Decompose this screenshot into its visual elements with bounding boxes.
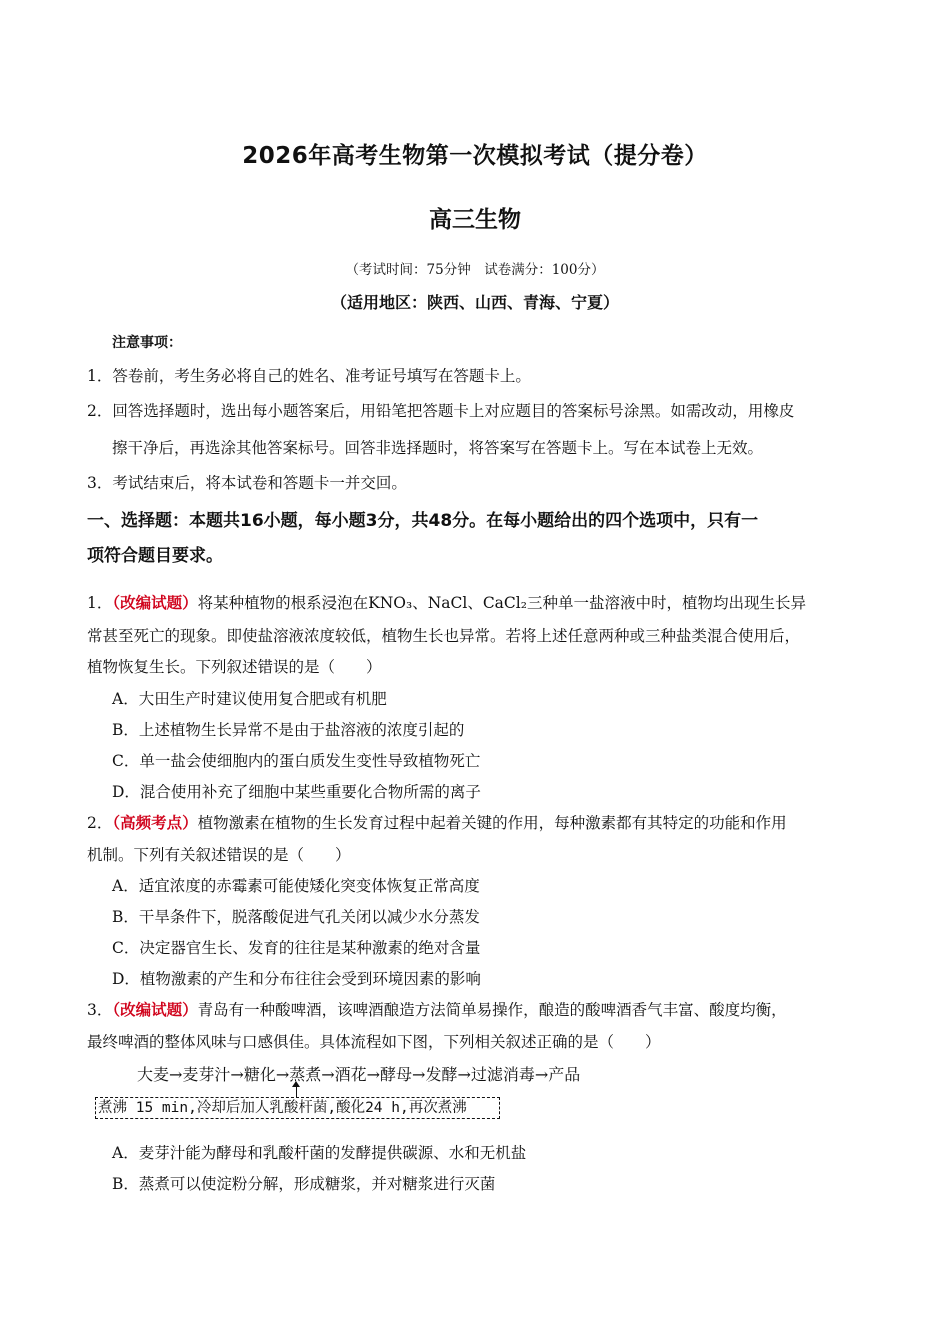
question-tag: （高频考点） xyxy=(112,814,198,832)
question-3-line-2: 最终啤酒的整体风味与口感俱佳。具体流程如下图，下列相关叙述正确的是（ ） xyxy=(87,1033,661,1051)
question-1-line-3: 植物恢复生长。下列叙述错误的是（ ） xyxy=(87,658,382,676)
question-1-line-1 xyxy=(87,591,806,613)
question-3-option-a: A．麦芽汁能为酵母和乳酸杆菌的发酵提供碳源、水和无机盐 xyxy=(112,1144,527,1162)
question-3-option-b: B．蒸煮可以使淀粉分解，形成糖浆，并对糖浆进行灭菌 xyxy=(112,1175,496,1193)
question-3-line-1 xyxy=(87,998,787,1020)
question-2-option-c: C．决定器官生长、发育的往往是某种激素的绝对含量 xyxy=(112,939,481,957)
question-text: 青岛有一种酸啤酒，该啤酒酿造方法简单易操作，酿造的酸啤酒香气丰富、酸度均衡， xyxy=(197,1001,787,1019)
exam-info: （考试时间：75分钟 试卷满分：100分） xyxy=(345,262,605,278)
question-1-option-b: B．上述植物生长异常不是由于盐溶液的浓度引起的 xyxy=(112,721,465,739)
question-1-option-d: D．混合使用补充了细胞中某些重要化合物所需的离子 xyxy=(112,783,481,801)
process-note-box: 煮沸 15 min,冷却后加人乳酸杆菌,酸化24 h,再次煮沸 xyxy=(95,1097,500,1119)
question-tag: （改编试题） xyxy=(112,594,198,612)
question-number: 2． xyxy=(87,814,113,832)
section-heading-cont: 项符合题目要求。 xyxy=(87,546,223,566)
note-item: 2．回答选择题时，选出每小题答案后，用铅笔把答题卡上对应题目的答案标号涂黑。如需改动，用橡皮 xyxy=(87,402,795,420)
question-tag: （改编试题） xyxy=(112,1001,198,1019)
question-number: 3． xyxy=(87,1001,113,1019)
note-item: 1．答卷前，考生务必将自己的姓名、准考证号填写在答题卡上。 xyxy=(87,367,531,385)
question-2-option-a: A．适宜浓度的赤霉素可能使矮化突变体恢复正常高度 xyxy=(112,877,480,895)
question-2-option-d: D．植物激素的产生和分布往往会受到环境因素的影响 xyxy=(112,970,481,988)
question-text: 将某种植物的根系浸泡在KNO₃、NaCl、CaCl₂三种单一盐溶液中时，植物均出现生长异 xyxy=(197,594,806,612)
notes-heading: 注意事项： xyxy=(112,335,182,351)
process-flow: 大麦→麦芽汁→糖化→蒸煮→酒花→酵母→发酵→过滤消毒→产品 xyxy=(137,1065,581,1084)
question-1-line-2: 常甚至死亡的现象。即使盐溶液浓度较低，植物生长也异常。若将上述任意两种或三种盐类混合使用后， xyxy=(87,627,801,645)
question-text: 植物激素在植物的生长发育过程中起着关键的作用，每种激素都有其特定的功能和作用 xyxy=(197,814,787,832)
question-2-line-1 xyxy=(87,811,787,833)
question-1-option-c: C．单一盐会使细胞内的蛋白质发生变性导致植物死亡 xyxy=(112,752,481,770)
note-item: 擦干净后，再选涂其他答案标号。回答非选择题时，将答案写在答题卡上。写在本试卷上无效。 xyxy=(112,439,764,457)
question-2-option-b: B．干旱条件下，脱落酸促进气孔关闭以减少水分蒸发 xyxy=(112,908,480,926)
section-heading: 一、选择题：本题共16小题，每小题3分，共48分。在每小题给出的四个选项中，只有一 xyxy=(87,511,759,531)
flow-connector xyxy=(296,1084,297,1098)
question-number: 1． xyxy=(87,594,113,612)
question-2-line-2: 机制。下列有关叙述错误的是（ ） xyxy=(87,846,351,864)
applicable-region: （适用地区：陕西、山西、青海、宁夏） xyxy=(330,293,619,312)
question-1-option-a: A．大田生产时建议使用复合肥或有机肥 xyxy=(112,690,387,708)
page-title: 2026年高考生物第一次模拟考试（提分卷） xyxy=(242,143,708,169)
page-subtitle: 高三生物 xyxy=(429,207,521,233)
note-item: 3．考试结束后，将本试卷和答题卡一并交回。 xyxy=(87,474,407,492)
